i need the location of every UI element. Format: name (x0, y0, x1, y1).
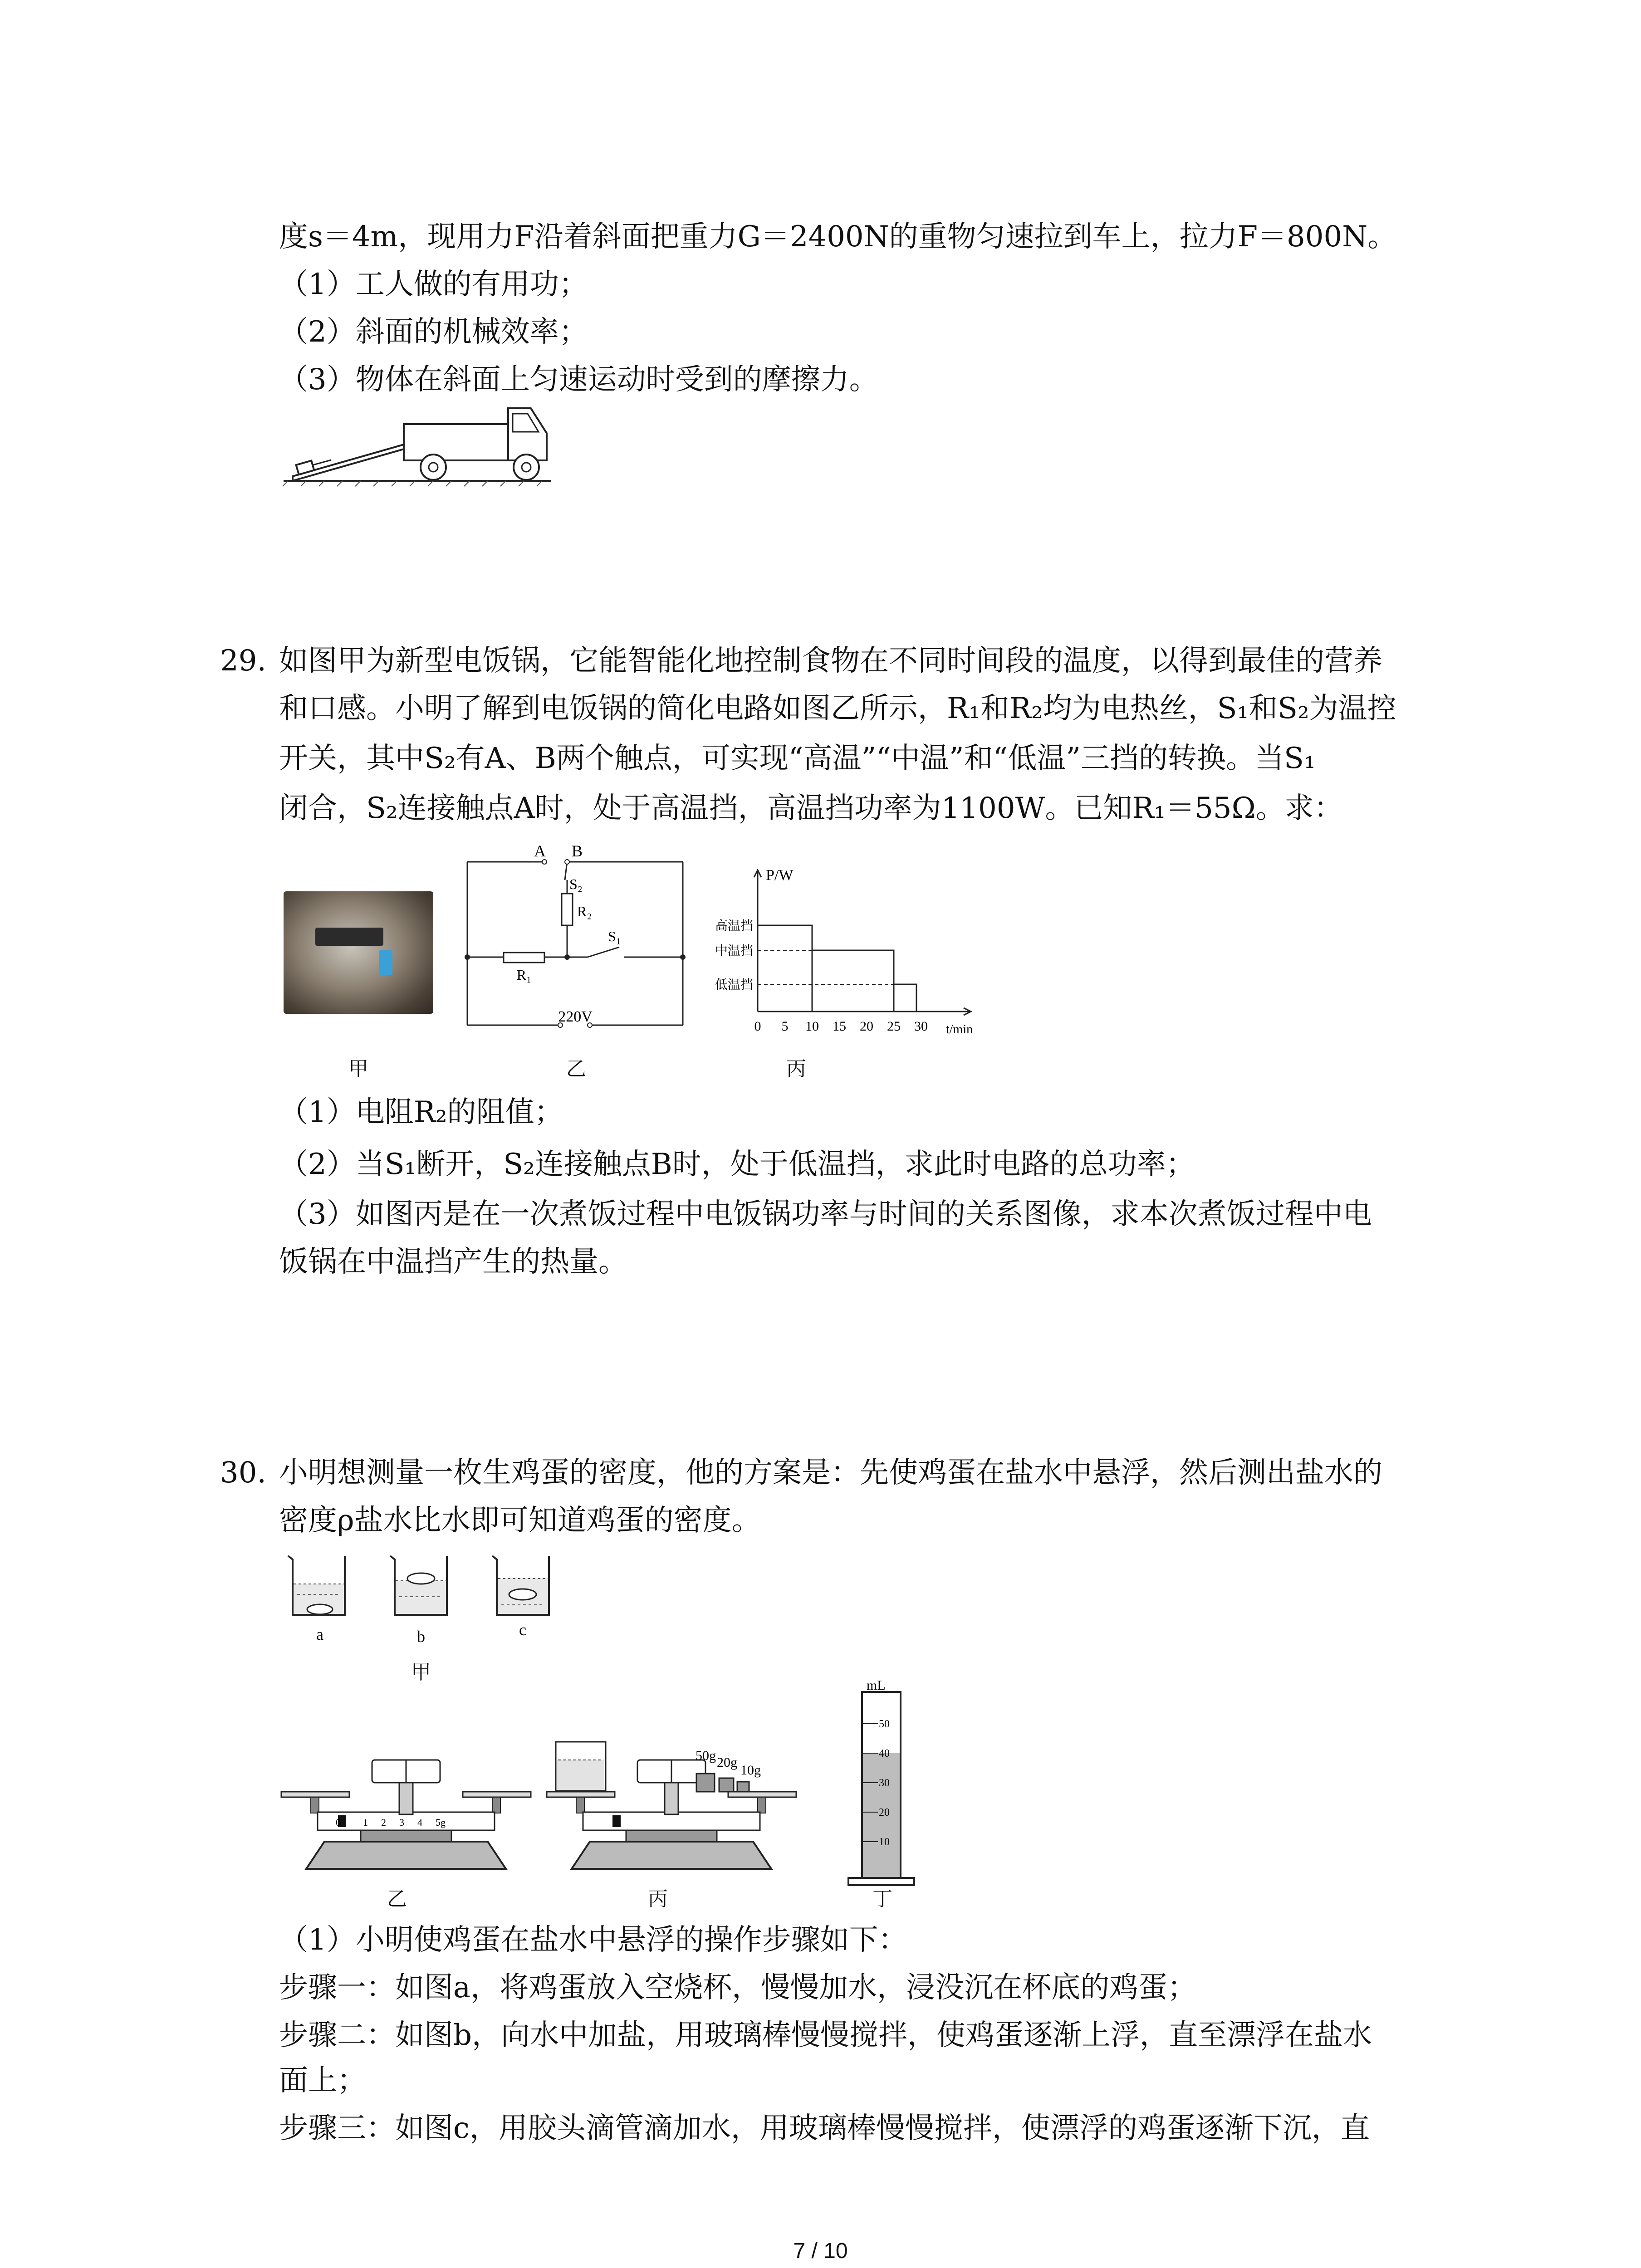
balance-with-beaker-figure (544, 1733, 798, 1887)
figure-label-ding-cylinder: 丁 (872, 1887, 892, 1911)
q29-number: 29. (220, 644, 266, 678)
weight-10g: 10g (740, 1763, 761, 1778)
beakers-figure (281, 1551, 599, 1660)
x-tick: 5 (781, 1019, 789, 1034)
node-a-label: A (534, 844, 546, 860)
q30-step-3: 步骤三：如图c，用胶头滴管滴加水，用玻璃棒慢慢搅拌，使漂浮的鸡蛋逐渐下沉，直 (279, 2112, 1370, 2145)
x-tick: 0 (754, 1019, 761, 1034)
beaker-label-b: b (417, 1628, 425, 1646)
q29-part-1: （1）电阻R₂的阻值； (279, 1095, 563, 1129)
resistor-r2-label: R₂ (577, 903, 592, 919)
q30-number: 30. (220, 1456, 266, 1490)
weight-50g: 50g (696, 1748, 716, 1763)
weight-20g: 20g (717, 1755, 737, 1770)
circuit-diagram (458, 844, 694, 1034)
voltage-label: 220V (558, 1008, 593, 1025)
graph-x-axis-label: t/min (946, 1022, 973, 1036)
beam-tick: 2 (381, 1817, 386, 1828)
cylinder-tick: 30 (879, 1777, 890, 1789)
q29-part-3-line-1: （3）如图丙是在一次煮饭过程中电饭锅功率与时间的关系图像，求本次煮饭过程中电 (279, 1198, 1372, 1231)
x-tick: 15 (833, 1019, 846, 1034)
level-low-label: 低温挡 (715, 978, 753, 992)
beam-tick: 3 (399, 1817, 404, 1828)
q29-part-2: （2）当S₁断开，S₂连接触点B时，处于低温挡，求此时电路的总功率； (279, 1148, 1195, 1181)
x-tick: 25 (887, 1019, 901, 1034)
beaker-a (288, 1556, 345, 1615)
x-tick: 10 (805, 1019, 819, 1034)
q28-part-3: （3）物体在斜面上匀速运动时受到的摩擦力。 (279, 363, 878, 396)
node-b-label: B (572, 844, 583, 860)
page-number: 7 / 10 (793, 2239, 848, 2263)
level-mid-label: 中温挡 (715, 944, 753, 958)
figure-label-bing: 丙 (786, 1057, 806, 1080)
cylinder-tick: 10 (879, 1836, 890, 1848)
q28-part-1: （1）工人做的有用功； (279, 268, 588, 301)
figure-label-yi-balance: 乙 (387, 1887, 407, 1911)
beaker-label-a: a (316, 1625, 323, 1643)
q28-text-line: 度s＝4m，现用力F沿着斜面把重力G＝2400N的重物匀速拉到车上，拉力F＝800N。 (279, 220, 1397, 254)
beam-tick: 0 (336, 1817, 341, 1828)
q30-step-2-line-2: 面上； (279, 2064, 366, 2097)
q28-part-2: （2）斜面的机械效率； (279, 315, 588, 349)
ramp-truck-figure (279, 399, 560, 490)
graph-y-axis-label: P/W (766, 867, 794, 884)
q29-stem-line-3: 开关，其中S₂有A、B两个触点，可实现“高温”“中温”和“低温”三挡的转换。当S₁ (279, 742, 1316, 775)
beaker-c (492, 1556, 549, 1615)
x-tick: 20 (860, 1019, 873, 1034)
beam-tick: 4 (417, 1817, 422, 1828)
switch-s1-label: S₁ (608, 928, 621, 944)
level-high-label: 高温挡 (715, 919, 753, 933)
cylinder-tick: 20 (879, 1807, 890, 1818)
beaker-b (390, 1556, 447, 1615)
cylinder-tick: 50 (879, 1718, 890, 1730)
q29-stem-line-1: 如图甲为新型电饭锅，它能智能化地控制食物在不同时间段的温度，以得到最佳的营养 (279, 644, 1382, 678)
q29-part-3-line-2: 饭锅在中温挡产生的热量。 (279, 1245, 627, 1279)
q29-stem-line-4: 闭合，S₂连接触点A时，处于高温挡，高温挡功率为1100W。已知R₁＝55Ω。求： (279, 792, 1343, 825)
resistor-r1-label: R₁ (516, 967, 532, 983)
figure-label-jia: 甲 (348, 1057, 368, 1080)
beam-tick: 1 (363, 1817, 368, 1828)
figure-label-bing-balance: 丙 (648, 1887, 668, 1911)
power-time-graph (699, 862, 989, 1043)
q30-step-2-line-1: 步骤二：如图b，向水中加盐，用玻璃棒慢慢搅拌，使鸡蛋逐渐上浮，直至漂浮在盐水 (279, 2019, 1372, 2052)
q30-part-1: （1）小明使鸡蛋在盐水中悬浮的操作步骤如下： (279, 1923, 907, 1957)
rice-cooker-photo (284, 891, 433, 1014)
q29-stem-line-2: 和口感。小明了解到电饭锅的简化电路如图乙所示，R₁和R₂均为电热丝，S₁和S₂为温控 (279, 692, 1396, 725)
cylinder-unit-label: mL (867, 1678, 886, 1693)
beaker-label-c: c (519, 1621, 526, 1639)
q30-stem-line-1: 小明想测量一枚生鸡蛋的密度，他的方案是：先使鸡蛋在盐水中悬浮，然后测出盐水的 (279, 1456, 1382, 1490)
q30-step-1: 步骤一：如图a，将鸡蛋放入空烧杯，慢慢加水，浸没沉在杯底的鸡蛋； (279, 1971, 1197, 2004)
balance-empty-figure (279, 1733, 533, 1887)
x-tick: 30 (914, 1019, 928, 1034)
switch-s2-label: S₂ (569, 876, 583, 892)
beam-tick: 5g (436, 1817, 446, 1828)
cylinder-tick: 40 (879, 1748, 890, 1760)
figure-label-yi: 乙 (566, 1057, 586, 1080)
figure-label-jia-beakers: 甲 (411, 1661, 431, 1684)
graduated-cylinder-figure (842, 1678, 932, 1892)
q30-stem-line-2: 密度ρ盐水比水即可知道鸡蛋的密度。 (279, 1504, 761, 1537)
